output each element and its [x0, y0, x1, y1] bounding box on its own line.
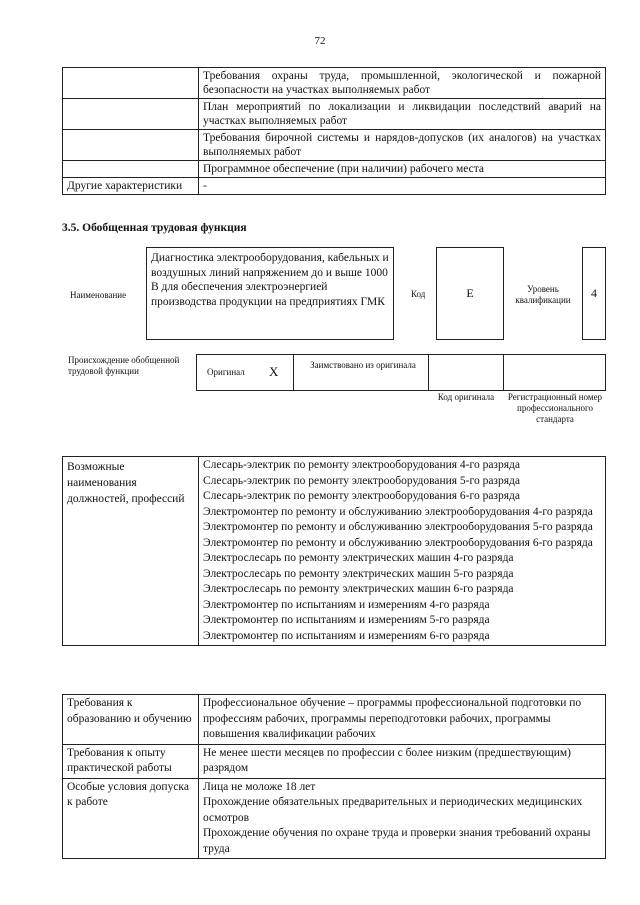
table-row — [63, 130, 606, 161]
list-item: Слесарь-электрик по ремонту электрооборудования 6-го разряда — [203, 490, 520, 502]
list-item: Электромонтер по ремонту и обслуживанию электрооборудования 4-го разряда — [203, 505, 593, 518]
level-value-box — [582, 247, 606, 340]
list-item: Электромонтер по испытаниям и измерениям 5-го разряда — [203, 614, 490, 626]
row-label — [63, 161, 199, 178]
code-value-box — [436, 247, 504, 340]
name-value-box — [146, 247, 394, 340]
original-cell — [196, 354, 294, 391]
code-original-cell — [428, 354, 504, 391]
level-label: Уровень квалификации — [515, 284, 571, 305]
table-row — [63, 178, 606, 195]
name-label: Наименование — [70, 290, 127, 300]
list-item: Слесарь-электрик по ремонту электрооборудования 4-го разряда — [203, 459, 520, 471]
name-value: Диагностика электрооборудования, кабельных и воздушных линий напряжением до и выше 1000 В для обеспечения электроэнергией производства продукции на предприятиях ГМК — [151, 252, 389, 308]
original-mark: X — [269, 364, 279, 379]
origin-label: Происхождение обобщенной трудовой функции — [68, 355, 180, 376]
row-value: План мероприятий по локализации и ликвидации последствий аварий на участках выполняемых работ — [199, 99, 606, 130]
row-value: - — [199, 178, 606, 195]
row-label: Требования к опыту практической работы — [63, 744, 199, 778]
row-label: Другие характеристики — [63, 178, 199, 195]
table-row — [63, 457, 606, 646]
borrowed-label: Заимствовано из оригинала — [310, 360, 416, 370]
row-value: Программное обеспечение (при наличии) рабочего места — [199, 161, 606, 178]
row-label — [63, 130, 199, 161]
list-item: Электромонтер по ремонту и обслуживанию электрооборудования 5-го разряда — [203, 521, 593, 533]
code-original-caption: Код оригинала — [437, 392, 495, 402]
reg-number-caption: Регистрационный номер профессионального стандарта — [507, 392, 603, 424]
table-row — [63, 778, 606, 859]
code-value: E — [466, 286, 474, 300]
list-item: Прохождение обучения по охране труда и проверки знания требований охраны труда — [203, 827, 591, 855]
list-item: Прохождение обязательных предварительных и периодических медицинских осмотров — [203, 796, 583, 824]
list-item: Электрослесарь по ремонту электрических машин 4-го разряда — [203, 552, 514, 564]
table-row — [63, 161, 606, 178]
row-value — [199, 744, 606, 778]
list-item: Электрослесарь по ремонту электрических машин 5-го разряда — [203, 567, 514, 580]
list-item: Электромонтер по испытаниям и измерениям 4-го разряда — [203, 598, 490, 611]
row-value: Требования бирочной системы и нарядов-допусков (их аналогов) на участках выполняемых работ — [199, 130, 606, 161]
table-row — [63, 68, 606, 99]
list-item: Не менее шести месяцев по профессии с более низким (предшествующим) разрядом — [203, 746, 572, 774]
row-value: Требования охраны труда, промышленной, экологической и пожарной безопасности на участках выполняемых работ — [199, 68, 606, 99]
row-label — [63, 99, 199, 130]
section-title: 3.5. Обобщенная трудовая функция — [62, 222, 247, 234]
list-item: Лица не моложе 18 лет — [203, 780, 316, 793]
table-row — [63, 99, 606, 130]
requirements-continuation-table — [62, 67, 606, 195]
row-label — [63, 68, 199, 99]
row-value — [199, 695, 606, 745]
row-label: Требования к образованию и обучению — [63, 695, 199, 745]
row-label: Возможные наименования должностей, профессий — [63, 457, 199, 646]
table-row — [63, 695, 606, 745]
original-label: Оригинал — [207, 367, 245, 377]
list-item: Электромонтер по ремонту и обслуживанию электрооборудования 6-го разряда — [203, 536, 593, 549]
admission-requirements-table — [62, 694, 606, 859]
level-value: 4 — [591, 286, 597, 300]
row-value — [199, 778, 606, 859]
list-item: Профессиональное обучение – программы профессиональной подготовки по профессиям рабочих, программы переподготовки рабочих, программы повышения квалификации рабочих — [203, 697, 582, 740]
code-label: Код — [411, 289, 426, 299]
list-item: Слесарь-электрик по ремонту электрооборудования 5-го разряда — [203, 474, 520, 487]
job-titles-table — [62, 456, 606, 646]
reg-number-cell — [503, 354, 606, 391]
table-row — [63, 744, 606, 778]
list-item: Электромонтер по испытаниям и измерениям 6-го разряда — [203, 629, 490, 642]
job-titles-list — [199, 457, 606, 646]
row-label: Особые условия допуска к работе — [63, 778, 199, 859]
borrowed-cell — [293, 354, 429, 391]
list-item: Электрослесарь по ремонту электрических машин 6-го разряда — [203, 583, 514, 595]
page-number: 72 — [314, 35, 326, 47]
